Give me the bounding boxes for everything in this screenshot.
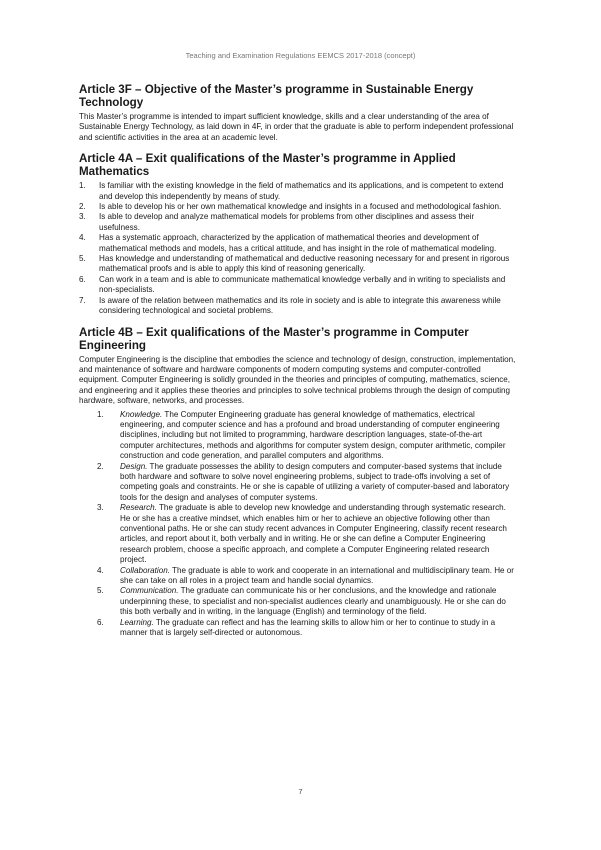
article-4a-list: [79, 181, 517, 316]
list-item-text: Is able to develop his or her own mathematical knowledge and insights in a focused and methodological fashion.: [99, 202, 502, 212]
list-item-text: Can work in a team and is able to communicate mathematical knowledge verbally and in writing to specialists and non-specialists.: [99, 274, 506, 295]
list-item-number: 5.: [97, 586, 104, 596]
list-item-term: Communication.: [120, 586, 179, 596]
list-item: [97, 586, 517, 617]
list-item-text: Has knowledge and understanding of mathematical and deductive reasoning necessary for and present in rigorous mathematical proofs and is able to apply this kind of reasoning generically.: [99, 254, 510, 274]
list-item-term: Learning.: [120, 617, 154, 627]
article-4b-title: Article 4B – Exit qualifications of the Master’s programme in Computer Engineering: [79, 325, 469, 352]
list-item-number: 3.: [79, 212, 86, 222]
article-4b-intro: Computer Engineering is the discipline that embodies the science and technology of design, construction, implementation, and maintenance of software and hardware components of modern computing systems and computer-controlled equipment. Computer Engineering is solidly grounded in the theories and principles of computing, mathematics, science, and engineering and it applies these theories and principles to solve technical problems through the design of computing hardware, software, networks, and processes.: [79, 354, 516, 406]
article-3f-text: This Master’s programme is intended to impart sufficient knowledge, skills and a clear understanding of the area of Sustainable Energy Technology, as laid down in 4F, in order that the graduate is able to perform independent professional and scientific activities in the area at an academic level.: [79, 112, 514, 142]
list-item: [79, 233, 517, 254]
article-4a-title: Article 4A – Exit qualifications of the Master’s programme in Applied Mathematics: [79, 152, 456, 179]
list-item: [79, 202, 517, 212]
list-item-number: 2.: [97, 461, 104, 471]
list-item: [79, 254, 517, 275]
page-content: [79, 83, 517, 647]
list-item: [79, 275, 517, 296]
list-item-text: Is able to develop and analyze mathematical models for problems from other disciplines and assess their usefulness.: [99, 212, 475, 232]
list-item-term: Knowledge.: [120, 409, 163, 419]
list-item-number: 5.: [79, 254, 86, 264]
list-item-text: The graduate can reflect and has the learning skills to allow him or her to continue to study in a manner that is largely self-directed or autonomous.: [120, 617, 496, 638]
list-item-text: Is aware of the relation between mathematics and its role in society and is able to integrate this awareness while considering technological and societal problems.: [99, 295, 501, 316]
list-item: [97, 503, 517, 565]
article-4b-list: [79, 410, 517, 639]
page-number: 7: [298, 787, 303, 796]
article-4a-section: [79, 152, 517, 316]
list-item-term: Research.: [120, 503, 157, 513]
list-item: [79, 212, 517, 233]
list-item-text: The graduate possesses the ability to design computers and computer-based systems that include both hardware and software to solve novel engineering problems, subject to trade-offs involving a set of competing goals and constraints. He or she is capable of utilizing a variety of computer-based and laboratory tools for the design and analyses of computer systems.: [120, 461, 510, 502]
list-item: [97, 462, 517, 504]
article-4b-section: [79, 326, 517, 639]
list-item-term: Design.: [120, 461, 148, 471]
list-item-number: 6.: [97, 617, 104, 627]
list-item-number: 1.: [79, 181, 86, 191]
list-item-text: Has a systematic approach, characterized by the application of mathematical theories and development of mathematical methods and models, has a critical attitude, and has insight in the role of mathematical modeling.: [99, 233, 497, 253]
list-item: [97, 618, 517, 639]
list-item-number: 3.: [97, 503, 104, 513]
list-item: [97, 566, 517, 587]
list-item-text: The graduate can communicate his or her conclusions, and the knowledge and rationale underpinning these, to specialist and non-specialist audiences clearly and unambiguously. He or she can do this both verbally and in writing, in the language (English) and terminology of the field.: [120, 586, 506, 617]
list-item-number: 1.: [97, 409, 104, 419]
list-item: [79, 296, 517, 317]
list-item-number: 7.: [79, 295, 86, 305]
list-item-number: 2.: [79, 202, 86, 212]
list-item-term: Collaboration.: [120, 565, 170, 575]
article-3f-section: [79, 83, 517, 143]
list-item: [97, 410, 517, 462]
list-item-number: 4.: [97, 565, 104, 575]
list-item-number: 4.: [79, 233, 86, 243]
list-item-text: Is familiar with the existing knowledge in the field of mathematics and its applications, and is competent to extend and develop this independently by means of study.: [99, 181, 504, 201]
list-item-text: The graduate is able to work and cooperate in an international and multidisciplinary team. He or she can take on all roles in a project team and handle social dynamics.: [120, 565, 514, 586]
list-item-text: The Computer Engineering graduate has general knowledge of mathematics, electrical engineering, and computer science and has a profound and broad understanding of computer engineering disciplines, including but not limited to programming, hardware description languages, state-of-the-art computer architectures, methods and algorithms for computer system design, computer arithmetic, compiler construction and code generation, and parallel computers and algorithms.: [120, 409, 506, 461]
list-item-number: 6.: [79, 274, 86, 284]
list-item-text: The graduate is able to develop new knowledge and understanding through systematic research. He or she has a creative mindset, which enables him or her to achieve an objective following other than conventional paths. He or she can study recent advances in Computer Engineering, classify recent research articles, and report about it, both verbally and in writing. He or she can define a Computer Engineering research problem, choose a specific approach, and complete a Computer Engineering related research project.: [120, 503, 507, 565]
article-3f-title: Article 3F – Objective of the Master’s programme in Sustainable Energy Technology: [79, 83, 474, 109]
running-header: Teaching and Examination Regulations EEMCS 2017-2018 (concept): [185, 51, 416, 60]
list-item: [79, 181, 517, 202]
